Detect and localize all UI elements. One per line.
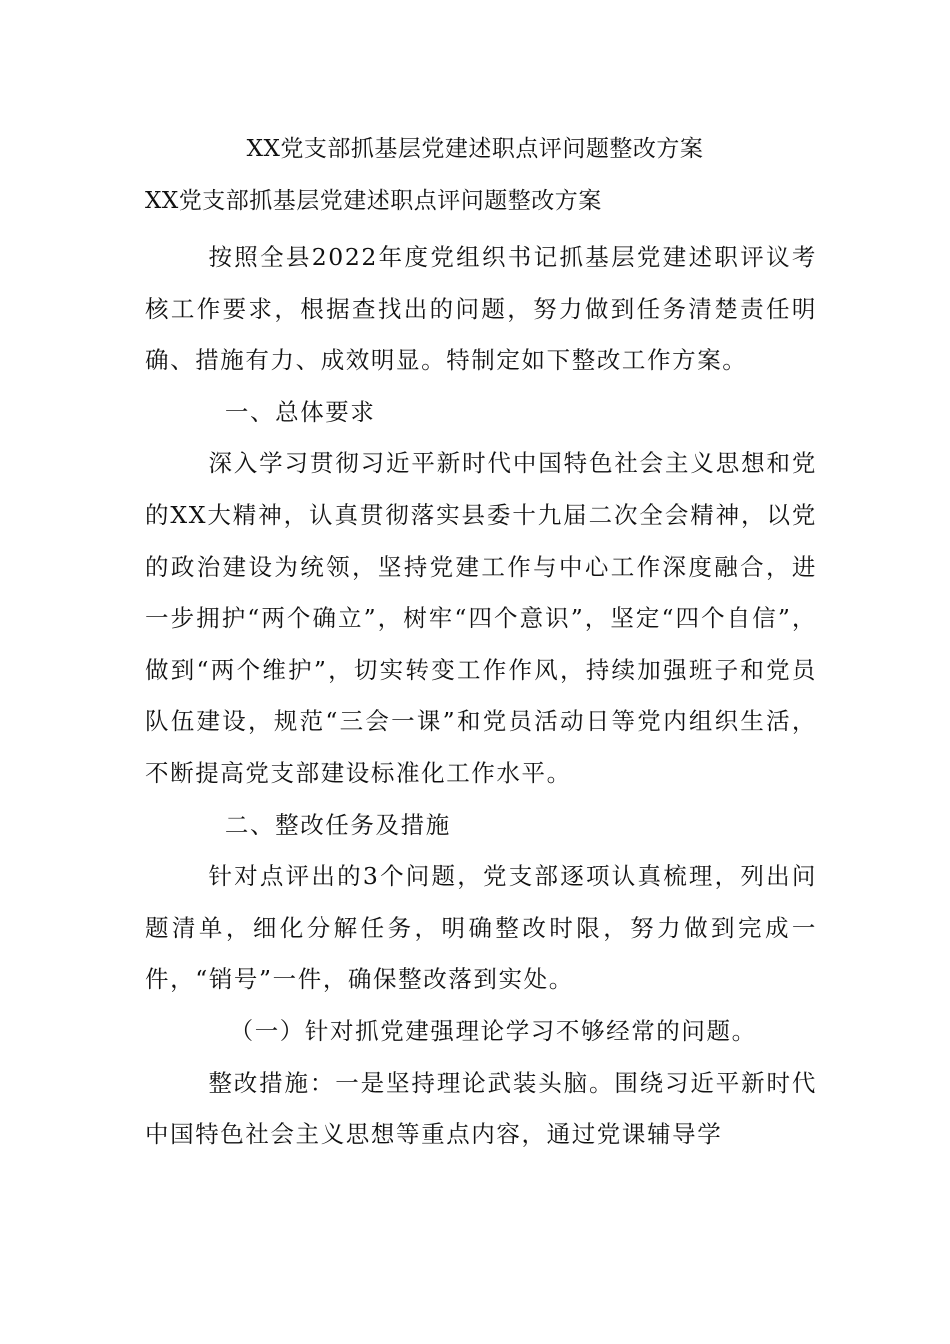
section-2-paragraph: 针对点评出的3个问题，党支部逐项认真梳理，列出问题清单，细化分解任务，明确整改时限，努力做到完成一件，“销号”一件，确保整改落到实处。: [145, 862, 817, 994]
document-title: XX党支部抓基层党建述职点评问题整改方案: [246, 136, 704, 162]
subsection-1-paragraph: 整改措施：一是坚持理论武装头脑。围绕习近平新时代中国特色社会主义思想等重点内容，通过党课辅导学: [145, 1068, 817, 1149]
section-1-paragraph: 深入学习贯彻习近平新时代中国特色社会主义思想和党的XX大精神，认真贯彻落实县委十九届二次全会精神，以党的政治建设为统领，坚持党建工作与中心工作深度融合，进一步拥护“两个确立”，树牢“四个意识”，坚定“四个自信”，做到“两个维护”，切实转变工作作风，持续加强班子和党员队伍建设，规范“三会一课”和党员活动日等党内组织生活，不断提高党支部建设标准化工作水平。: [145, 449, 817, 787]
section-2-heading: 二、整改任务及措施: [224, 810, 451, 839]
section-1-heading: 一、总体要求: [224, 397, 376, 426]
document-title-repeated: XX党支部抓基层党建述职点评问题整改方案: [145, 188, 602, 214]
subsection-1-heading: （一）针对抓党建强理论学习不够经常的问题。: [229, 1016, 757, 1045]
document-body: [145, 232, 817, 1161]
intro-paragraph: 按照全县2022年度党组织书记抓基层党建述职评议考核工作要求，根据查找出的问题，努力做到任务清楚责任明确、措施有力、成效明显。特制定如下整改工作方案。: [145, 243, 817, 375]
